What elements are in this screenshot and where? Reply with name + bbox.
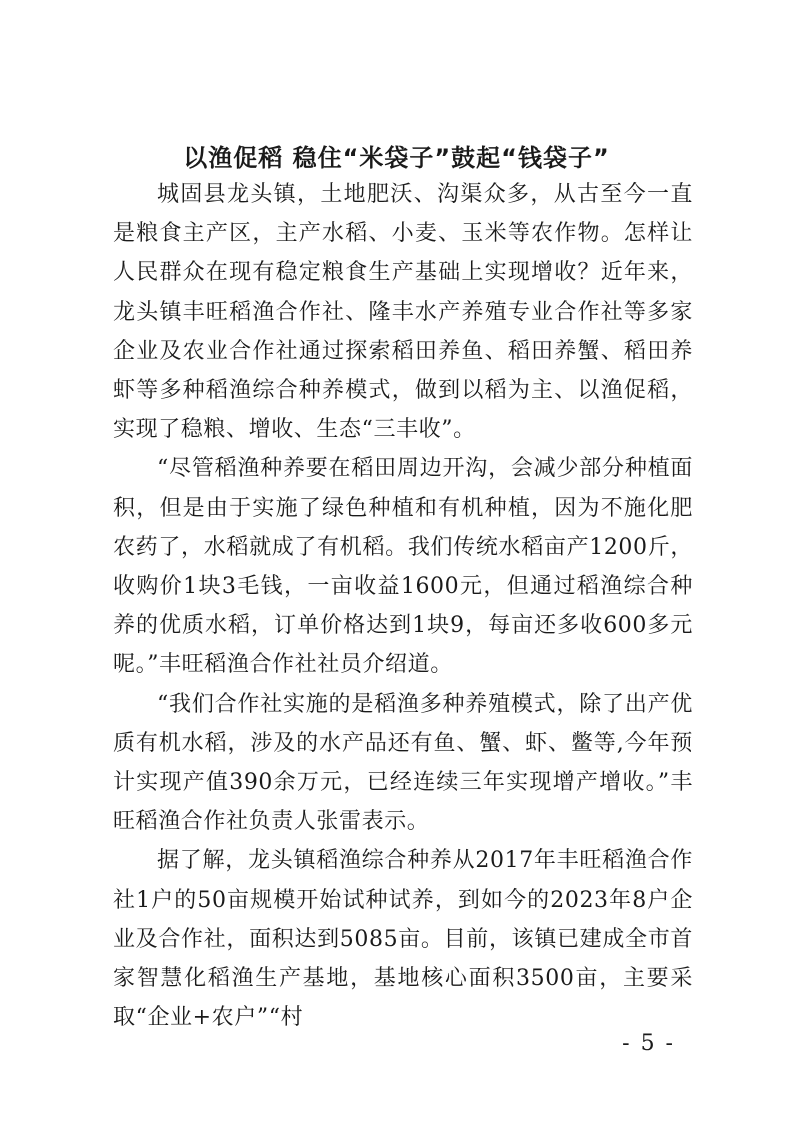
paragraph-2: “尽管稻渔种养要在稻田周边开沟，会减少部分种植面积，但是由于实施了绿色种植和有机种植，因为不施化肥农药了，水稻就成了有机稻。我们传统水稻亩产1200斤，收购价1块3毛钱，一亩收益1600元，但通过稻渔综合种养的优质水稻，订单价格达到1块9，每亩还多收600多元呢。”丰旺稻渔合作社社员介绍道。 <box>113 456 693 678</box>
document-body <box>113 175 693 1037</box>
paragraph-1: 城固县龙头镇，土地肥沃、沟渠众多，从古至今一直是粮食主产区，主产水稻、小麦、玉米等农作物。怎样让人民群众在现有稳定粮食生产基础上实现增收？近年来，龙头镇丰旺稻渔合作社、隆丰水产养殖专业合作社等多家企业及农业合作社通过探索稻田养鱼、稻田养蟹、稻田养虾等多种稻渔综合种养模式，做到以稻为主、以渔促稻，实现了稳粮、增收、生态“三丰收”。 <box>113 182 693 443</box>
paragraph-4: 据了解，龙头镇稻渔综合种养从2017年丰旺稻渔合作社1户的50亩规模开始试种试养，到如今的2023年8户企业及合作社，面积达到5085亩。目前，该镇已建成全市首家智慧化稻渔生产基地，基地核心面积3500亩，主要采取“企业+农户”“村 <box>113 848 693 1031</box>
document-title: 以渔促稻 稳住“米袋子”鼓起“钱袋子” <box>183 144 610 172</box>
page-number: - 5 - <box>622 1031 675 1056</box>
paragraph-3: “我们合作社实施的是稻渔多种养殖模式，除了出产优质有机水稻，涉及的水产品还有鱼、蟹、虾、鳖等,今年预计实现产值390余万元，已经连续三年实现增产增收。”丰旺稻渔合作社负责人张雷表示。 <box>113 691 693 835</box>
